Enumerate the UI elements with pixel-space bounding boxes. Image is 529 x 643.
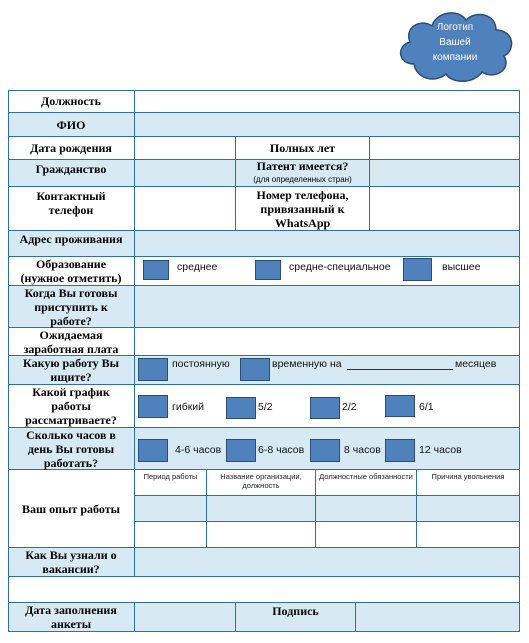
signature-label: Подпись	[236, 603, 356, 632]
schedule-2-2-label: 2/2	[342, 401, 357, 413]
education-label: Образование (нужное отметить)	[8, 257, 135, 286]
source-field[interactable]	[135, 548, 520, 577]
salary-field[interactable]	[135, 328, 520, 356]
hours-4-6-label: 4-6 часов	[175, 444, 222, 456]
education-higher-label: высшее	[442, 261, 481, 273]
start-date-field[interactable]	[135, 286, 520, 328]
schedule-flexible-checkbox[interactable]	[138, 395, 168, 418]
experience-row-1-reason[interactable]	[417, 496, 520, 522]
hours-12-label: 12 часов	[419, 444, 462, 456]
job-temporary-label: временную на	[272, 358, 342, 370]
source-label: Как Вы узнали о вакансии?	[8, 548, 135, 577]
education-secondary-label: среднее	[177, 261, 218, 273]
experience-row-1-company[interactable]	[207, 496, 316, 522]
experience-row-2-period[interactable]	[135, 522, 207, 548]
job-permanent-label: постоянную	[172, 358, 230, 370]
address-label: Адрес проживания	[8, 231, 135, 257]
patent-label: Патент имеется? (для определенных стран)	[236, 160, 370, 187]
salary-label: Ожидаемая заработная плата	[8, 328, 135, 356]
address-field[interactable]	[135, 231, 520, 257]
experience-row-2-reason[interactable]	[417, 522, 520, 548]
fio-field[interactable]	[135, 113, 520, 137]
start-date-label: Когда Вы готовы приступить к работе?	[8, 286, 135, 328]
job-type-label: Какую работу Вы ищите?	[8, 356, 135, 385]
schedule-label: Какой график работы рассматриваете?	[8, 385, 135, 428]
experience-row-1-duties[interactable]	[316, 496, 417, 522]
experience-col-company: Название организации, должность	[207, 470, 316, 496]
job-months-label: месяцев	[455, 358, 497, 370]
experience-row-2-duties[interactable]	[316, 522, 417, 548]
patent-note: (для определенных стран)	[253, 175, 352, 184]
schedule-6-1-label: 6/1	[419, 401, 434, 413]
experience-col-reason: Причина увольнения	[417, 470, 520, 496]
experience-col-period: Период работы	[135, 470, 207, 496]
birth-date-label: Дата рождения	[8, 137, 135, 160]
whatsapp-field[interactable]	[370, 187, 520, 231]
education-higher-checkbox[interactable]	[403, 258, 432, 281]
logo-text: Логотип Вашей компании	[432, 22, 478, 63]
experience-label: Ваш опыт работы	[8, 470, 135, 548]
hours-8-checkbox[interactable]	[310, 439, 340, 462]
phone-label: Контактный телефон	[8, 187, 135, 231]
fio-label: ФИО	[8, 113, 135, 137]
hours-label: Сколько часов в день Вы готовы работать?	[8, 428, 135, 470]
education-vocational-label: средне-специальное	[289, 261, 391, 273]
fill-date-field[interactable]	[135, 603, 236, 632]
experience-row-1-period[interactable]	[135, 496, 207, 522]
experience-col-duties: Должностные обязанности	[316, 470, 417, 496]
schedule-flexible-label: гибкий	[172, 401, 205, 413]
experience-row-2-company[interactable]	[207, 522, 316, 548]
hours-6-8-checkbox[interactable]	[226, 439, 256, 462]
citizenship-field[interactable]	[135, 160, 236, 187]
schedule-5-2-label: 5/2	[258, 401, 273, 413]
hours-8-label: 8 часов	[344, 444, 381, 456]
schedule-5-2-checkbox[interactable]	[226, 397, 256, 419]
birth-date-field[interactable]	[135, 137, 236, 160]
job-permanent-checkbox[interactable]	[138, 358, 168, 381]
position-label: Должность	[8, 90, 135, 113]
education-vocational-checkbox[interactable]	[255, 260, 281, 280]
hours-12-checkbox[interactable]	[385, 439, 415, 462]
education-secondary-checkbox[interactable]	[143, 260, 169, 280]
months-blank-line[interactable]	[347, 369, 453, 370]
blank-row[interactable]	[8, 577, 520, 603]
position-field[interactable]	[135, 90, 520, 113]
phone-field[interactable]	[135, 187, 236, 231]
patent-field[interactable]	[370, 160, 520, 187]
full-years-field[interactable]	[370, 137, 520, 160]
whatsapp-label: Номер телефона, привязанный к WhatsApp	[236, 187, 370, 231]
fill-date-label: Дата заполнения анкеты	[8, 603, 135, 632]
schedule-2-2-checkbox[interactable]	[310, 397, 340, 419]
job-temporary-checkbox[interactable]	[240, 358, 270, 381]
hours-6-8-label: 6-8 часов	[258, 444, 305, 456]
schedule-6-1-checkbox[interactable]	[385, 395, 415, 417]
signature-field[interactable]	[356, 603, 520, 632]
hours-4-6-checkbox[interactable]	[138, 439, 168, 462]
citizenship-label: Гражданство	[8, 160, 135, 187]
full-years-label: Полных лет	[236, 137, 370, 160]
